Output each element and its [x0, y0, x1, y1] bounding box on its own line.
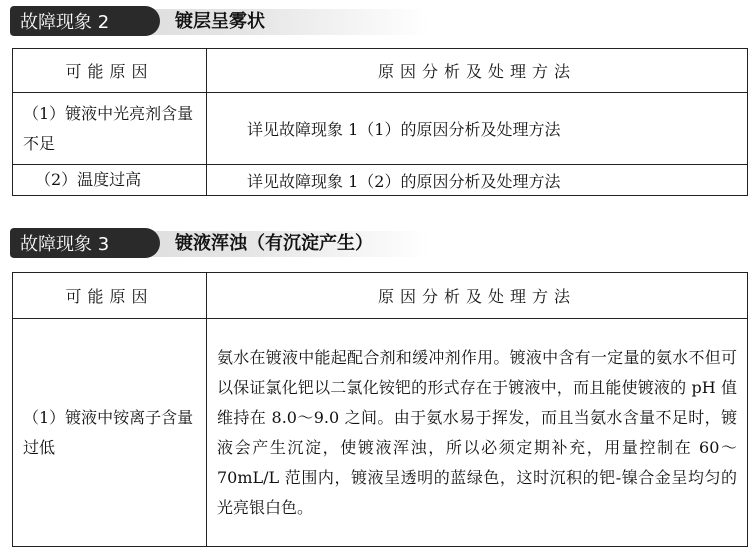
table-row	[13, 165, 748, 196]
fault-title: 镀层呈雾状	[175, 11, 265, 32]
cause-cell: （1）镀液中铵离子含量过低	[13, 319, 207, 547]
header-cause: 可能原因	[13, 273, 207, 319]
cause-cell: （2）温度过高	[13, 165, 207, 196]
table-row	[13, 93, 748, 165]
cause-cell: （1）镀液中光亮剂含量不足	[13, 93, 207, 165]
section-header-fault-2	[10, 6, 430, 36]
section-header-fault-3	[10, 228, 430, 258]
table-header-row	[13, 49, 748, 93]
fault-label-badge: 故障现象 2	[10, 6, 160, 36]
table-header-row	[13, 273, 748, 319]
fault-title: 镀液浑浊（有沉淀产生）	[175, 233, 373, 254]
header-method: 原因分析及处理方法	[207, 273, 748, 319]
method-cell: 详见故障现象 1（1）的原因分析及处理方法	[207, 93, 748, 165]
fault-table-3	[12, 272, 748, 547]
header-method: 原因分析及处理方法	[207, 49, 748, 93]
fault-table-2	[12, 48, 748, 196]
method-cell: 氨水在镀液中能起配合剂和缓冲剂作用。镀液中含有一定量的氨水不但可以保证氯化钯以二氯化铵钯的形式存在于镀液中，而且能使镀液的 pH 值维持在 8.0～9.0 之间。由于氨水易于挥发，而且当氨水含量不足时，镀液会产生沉淀，使镀液浑浊，所以必须定期补充，用量控制在 60～70mL/L 范围内，镀液呈透明的蓝绿色，这时沉积的钯-镍合金呈均匀的光亮银白色。	[207, 319, 748, 547]
method-cell: 详见故障现象 1（2）的原因分析及处理方法	[207, 165, 748, 196]
header-cause: 可能原因	[13, 49, 207, 93]
table-row	[13, 319, 748, 547]
fault-label-badge: 故障现象 3	[10, 228, 160, 258]
